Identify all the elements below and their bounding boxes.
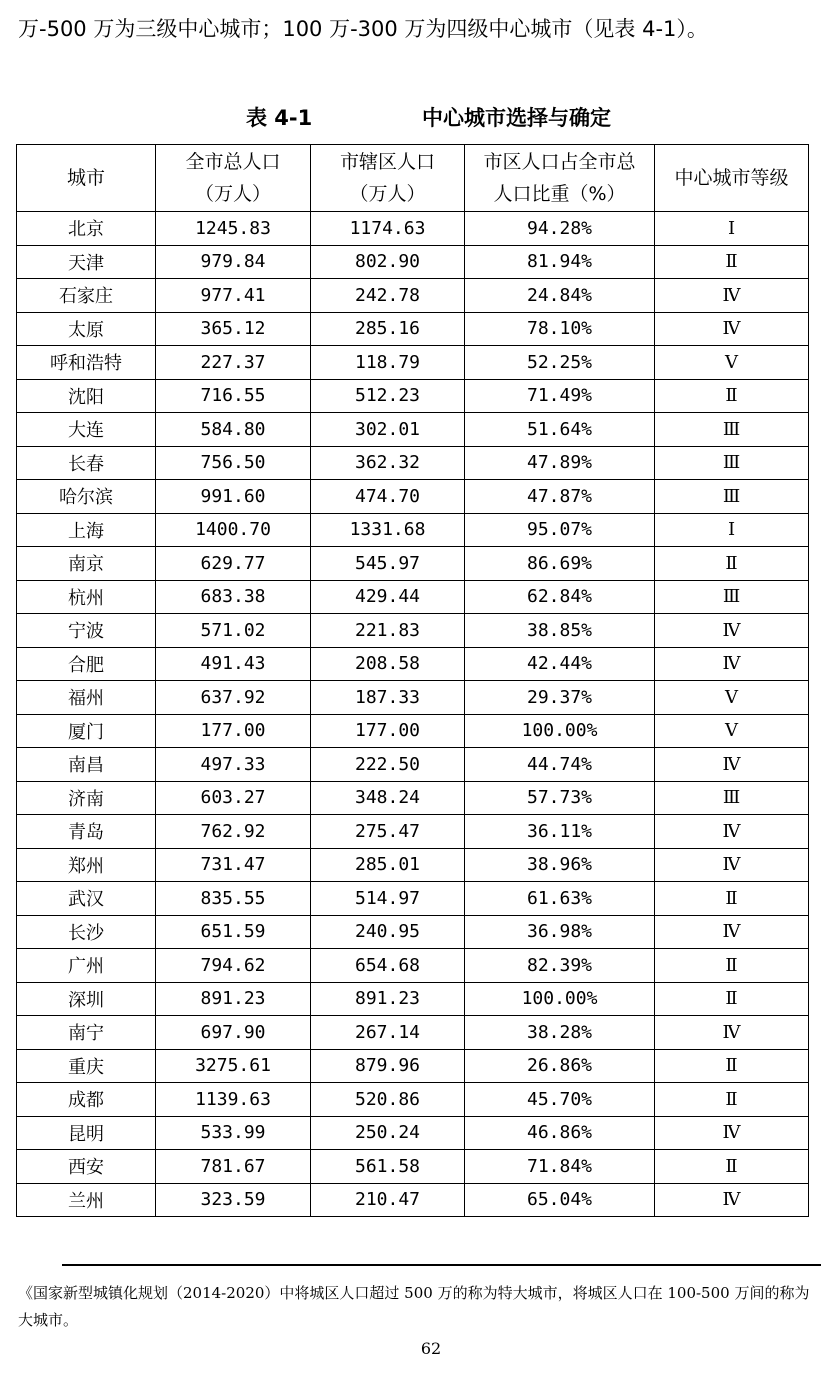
cell-district-population: 429.44 [311,580,465,614]
cell-center-level: Ⅳ [655,848,809,882]
table-row [17,1116,809,1150]
cell-district-population: 520.86 [311,1083,465,1117]
table-row [17,1083,809,1117]
table-row [17,614,809,648]
cell-center-level: Ⅳ [655,312,809,346]
cell-center-level: Ⅳ [655,1116,809,1150]
cell-urban-share: 94.28% [465,212,655,246]
cell-center-level: Ⅲ [655,580,809,614]
cell-total-population: 1139.63 [156,1083,311,1117]
header-city [17,145,156,212]
cell-center-level: Ⅲ [655,480,809,514]
cell-urban-share: 47.87% [465,480,655,514]
cell-city: 太原 [17,312,156,346]
cell-city: 长沙 [17,915,156,949]
cell-city: 长春 [17,446,156,480]
table-row [17,1183,809,1217]
table-row [17,848,809,882]
header-city-label: 城市 [66,167,105,189]
cell-district-population: 512.23 [311,379,465,413]
header-center-level [655,145,809,212]
cell-total-population: 584.80 [156,413,311,447]
cell-total-population: 323.59 [156,1183,311,1217]
cell-center-level: Ⅳ [655,815,809,849]
cell-urban-share: 46.86% [465,1116,655,1150]
table-number: 表 4-1 [246,106,313,130]
cell-center-level: Ⅴ [655,346,809,380]
cell-total-population: 533.99 [156,1116,311,1150]
cell-total-population: 3275.61 [156,1049,311,1083]
cell-district-population: 474.70 [311,480,465,514]
cell-center-level: Ⅲ [655,446,809,480]
cell-district-population: 285.16 [311,312,465,346]
cell-district-population: 210.47 [311,1183,465,1217]
cell-urban-share: 47.89% [465,446,655,480]
cell-district-population: 1174.63 [311,212,465,246]
cell-city: 昆明 [17,1116,156,1150]
cell-district-population: 891.23 [311,982,465,1016]
cell-center-level: Ⅰ [655,513,809,547]
cell-city: 广州 [17,949,156,983]
table-row [17,982,809,1016]
table-row [17,312,809,346]
cell-urban-share: 44.74% [465,748,655,782]
table-row [17,346,809,380]
cell-urban-share: 36.98% [465,915,655,949]
table-row [17,212,809,246]
table-row [17,815,809,849]
cell-district-population: 240.95 [311,915,465,949]
cell-center-level: Ⅲ [655,413,809,447]
cell-city: 合肥 [17,647,156,681]
header-center-level-label: 中心城市等级 [674,167,789,189]
table-row [17,748,809,782]
cell-urban-share: 24.84% [465,279,655,313]
cell-urban-share: 45.70% [465,1083,655,1117]
cell-urban-share: 29.37% [465,681,655,715]
cell-urban-share: 81.94% [465,245,655,279]
cell-urban-share: 71.84% [465,1150,655,1184]
header-total-population-label: 全市总人口 [185,151,281,173]
cell-district-population: 285.01 [311,848,465,882]
cell-center-level: Ⅳ [655,1016,809,1050]
cell-total-population: 756.50 [156,446,311,480]
table-title: 中心城市选择与确定 [422,106,611,130]
table-row [17,882,809,916]
cell-urban-share: 42.44% [465,647,655,681]
cell-urban-share: 65.04% [465,1183,655,1217]
header-urban-share-label: 市区人口占全市总 [483,151,636,173]
cell-urban-share: 62.84% [465,580,655,614]
cell-total-population: 571.02 [156,614,311,648]
cell-total-population: 177.00 [156,714,311,748]
cell-district-population: 250.24 [311,1116,465,1150]
cell-urban-share: 86.69% [465,547,655,581]
cell-total-population: 491.43 [156,647,311,681]
table-row [17,379,809,413]
cell-district-population: 242.78 [311,279,465,313]
cell-district-population: 802.90 [311,245,465,279]
header-urban-share [465,145,655,212]
cell-total-population: 497.33 [156,748,311,782]
cell-total-population: 697.90 [156,1016,311,1050]
cell-urban-share: 38.85% [465,614,655,648]
cell-total-population: 603.27 [156,781,311,815]
cell-city: 上海 [17,513,156,547]
cell-urban-share: 95.07% [465,513,655,547]
header-district-population-unit: （万人） [349,183,426,205]
cell-total-population: 637.92 [156,681,311,715]
header-total-population [156,145,311,212]
cell-center-level: Ⅳ [655,915,809,949]
cell-district-population: 222.50 [311,748,465,782]
cell-district-population: 187.33 [311,681,465,715]
table-row [17,279,809,313]
header-district-population [311,145,465,212]
cell-center-level: Ⅳ [655,748,809,782]
cell-center-level: Ⅴ [655,681,809,715]
cell-city: 南京 [17,547,156,581]
table-row [17,1150,809,1184]
city-table [16,144,809,1217]
cell-city: 西安 [17,1150,156,1184]
cell-district-population: 654.68 [311,949,465,983]
cell-center-level: Ⅱ [655,1083,809,1117]
cell-center-level: Ⅳ [655,1183,809,1217]
table-row [17,915,809,949]
cell-urban-share: 57.73% [465,781,655,815]
table-row [17,681,809,715]
cell-city: 郑州 [17,848,156,882]
cell-urban-share: 51.64% [465,413,655,447]
cell-center-level: Ⅱ [655,1049,809,1083]
cell-city: 大连 [17,413,156,447]
table-row [17,480,809,514]
header-district-population-label: 市辖区人口 [339,151,435,173]
cell-district-population: 545.97 [311,547,465,581]
header-total-population-unit: （万人） [194,183,271,205]
cell-urban-share: 82.39% [465,949,655,983]
cell-center-level: Ⅱ [655,982,809,1016]
cell-district-population: 118.79 [311,346,465,380]
cell-district-population: 208.58 [311,647,465,681]
table-row [17,714,809,748]
cell-district-population: 1331.68 [311,513,465,547]
cell-district-population: 514.97 [311,882,465,916]
cell-district-population: 362.32 [311,446,465,480]
cell-center-level: Ⅳ [655,614,809,648]
cell-center-level: Ⅳ [655,647,809,681]
cell-center-level: Ⅱ [655,245,809,279]
cell-urban-share: 100.00% [465,714,655,748]
cell-urban-share: 100.00% [465,982,655,1016]
cell-center-level: Ⅱ [655,1150,809,1184]
footnote-separator [62,1264,821,1266]
cell-total-population: 716.55 [156,379,311,413]
cell-city: 兰州 [17,1183,156,1217]
cell-total-population: 835.55 [156,882,311,916]
cell-total-population: 731.47 [156,848,311,882]
cell-center-level: Ⅲ [655,781,809,815]
cell-city: 福州 [17,681,156,715]
cell-city: 北京 [17,212,156,246]
table-row [17,647,809,681]
cell-city: 青岛 [17,815,156,849]
cell-urban-share: 38.28% [465,1016,655,1050]
table-row [17,413,809,447]
cell-total-population: 365.12 [156,312,311,346]
cell-city: 成都 [17,1083,156,1117]
cell-center-level: Ⅴ [655,714,809,748]
cell-urban-share: 38.96% [465,848,655,882]
cell-total-population: 683.38 [156,580,311,614]
header-urban-share-unit: 人口比重（%） [493,183,626,205]
cell-center-level: Ⅱ [655,882,809,916]
cell-city: 南宁 [17,1016,156,1050]
cell-center-level: Ⅱ [655,547,809,581]
cell-urban-share: 71.49% [465,379,655,413]
header-row [17,145,809,212]
cell-total-population: 651.59 [156,915,311,949]
table-row [17,949,809,983]
cell-city: 武汉 [17,882,156,916]
table-row [17,1016,809,1050]
cell-total-population: 794.62 [156,949,311,983]
cell-total-population: 979.84 [156,245,311,279]
cell-total-population: 629.77 [156,547,311,581]
cell-total-population: 1400.70 [156,513,311,547]
cell-district-population: 177.00 [311,714,465,748]
cell-district-population: 302.01 [311,413,465,447]
footnote: 《国家新型城镇化规划（2014-2020）中将城区人口超过 500 万的称为特大城市，将城区人口在 100-500 万间的称为大城市。 [18,1284,810,1329]
table-header [17,145,809,212]
cell-total-population: 781.67 [156,1150,311,1184]
table-row [17,446,809,480]
cell-city: 重庆 [17,1049,156,1083]
cell-district-population: 267.14 [311,1016,465,1050]
cell-city: 石家庄 [17,279,156,313]
cell-city: 厦门 [17,714,156,748]
cell-total-population: 891.23 [156,982,311,1016]
cell-urban-share: 26.86% [465,1049,655,1083]
cell-district-population: 348.24 [311,781,465,815]
cell-city: 宁波 [17,614,156,648]
intro-paragraph: 万-500 万为三级中心城市；100 万-300 万为四级中心城市（见表 4-1）。 [18,17,708,41]
cell-center-level: Ⅱ [655,949,809,983]
table-body [17,212,809,1217]
cell-urban-share: 78.10% [465,312,655,346]
cell-district-population: 879.96 [311,1049,465,1083]
page-number: 62 [420,1339,442,1358]
cell-total-population: 227.37 [156,346,311,380]
cell-city: 沈阳 [17,379,156,413]
cell-urban-share: 61.63% [465,882,655,916]
cell-total-population: 1245.83 [156,212,311,246]
cell-center-level: Ⅰ [655,212,809,246]
cell-city: 呼和浩特 [17,346,156,380]
table-row [17,580,809,614]
cell-urban-share: 36.11% [465,815,655,849]
cell-city: 济南 [17,781,156,815]
cell-total-population: 762.92 [156,815,311,849]
cell-city: 南昌 [17,748,156,782]
table-row [17,245,809,279]
cell-city: 杭州 [17,580,156,614]
cell-city: 哈尔滨 [17,480,156,514]
cell-total-population: 977.41 [156,279,311,313]
cell-center-level: Ⅳ [655,279,809,313]
cell-district-population: 275.47 [311,815,465,849]
cell-city: 天津 [17,245,156,279]
cell-urban-share: 52.25% [465,346,655,380]
table-row [17,1049,809,1083]
cell-district-population: 561.58 [311,1150,465,1184]
cell-district-population: 221.83 [311,614,465,648]
table-row [17,547,809,581]
table-row [17,513,809,547]
table-row [17,781,809,815]
cell-city: 深圳 [17,982,156,1016]
cell-total-population: 991.60 [156,480,311,514]
cell-center-level: Ⅱ [655,379,809,413]
